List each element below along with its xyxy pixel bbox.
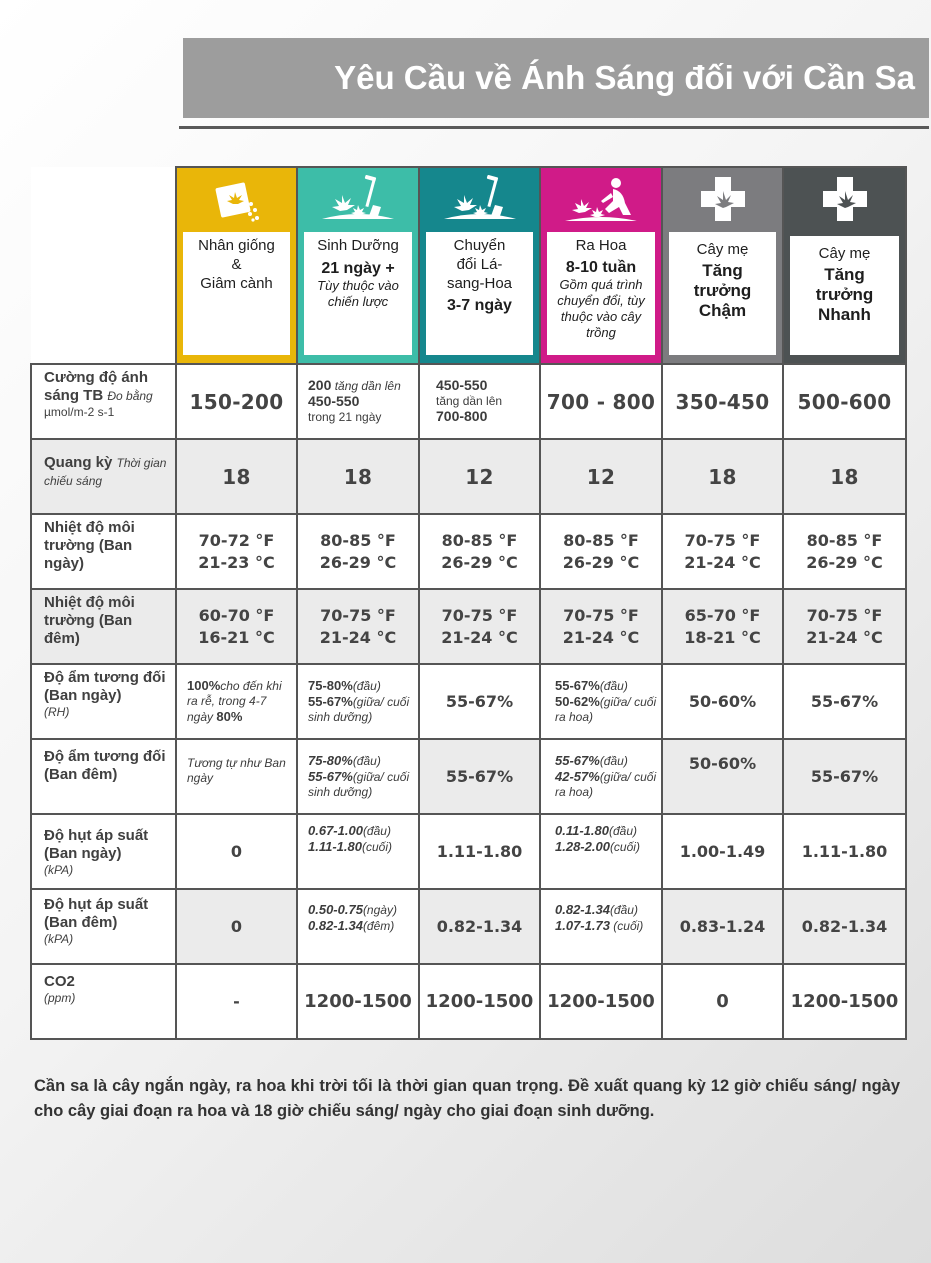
value-text: 50-60% bbox=[688, 754, 757, 773]
label-text: Nhiệt độ môi trường (Ban đêm) bbox=[44, 594, 135, 647]
cell-value bbox=[419, 739, 540, 814]
cell-value bbox=[297, 664, 419, 739]
value-note: (đầu) bbox=[352, 679, 381, 693]
value-text: 200 bbox=[308, 377, 332, 393]
stage-header-row bbox=[31, 167, 906, 364]
cell-value bbox=[297, 889, 419, 964]
cell-value bbox=[176, 814, 297, 889]
value-f: 80-85 °F bbox=[320, 530, 396, 550]
value-note: (giữa/ cuối sinh dưỡng) bbox=[308, 695, 410, 724]
value-f: 70-75 °F bbox=[806, 605, 883, 625]
cell-value bbox=[419, 664, 540, 739]
label-text: Cường độ ánh sáng TB bbox=[44, 369, 149, 404]
value-text: 1.11-1.80 bbox=[308, 839, 362, 854]
cell-value bbox=[297, 739, 419, 814]
value-text: 100% bbox=[187, 678, 221, 693]
stage-name: Nhân giống bbox=[198, 237, 275, 254]
label-unit: (ppm) bbox=[44, 991, 76, 1005]
label-text: CO2 bbox=[44, 973, 75, 990]
row-vpd-night bbox=[31, 889, 906, 964]
value-text: 450-550 bbox=[436, 377, 488, 393]
cell-value bbox=[419, 889, 540, 964]
cell-value bbox=[662, 514, 783, 589]
cell-value bbox=[783, 439, 906, 514]
value-text: 0.67-1.00 bbox=[308, 823, 363, 838]
stage-card-mother-fast bbox=[790, 236, 899, 355]
value-c: 21-24 °C bbox=[562, 627, 640, 647]
value-text: 50-62% bbox=[555, 694, 600, 709]
stage-flowering bbox=[540, 167, 662, 364]
value-note: (ngày) bbox=[362, 903, 397, 917]
gardener-icon bbox=[561, 173, 641, 225]
stage-card-flowering bbox=[547, 232, 655, 355]
value-note: (đầu) bbox=[599, 679, 628, 693]
label-text: Độ hụt áp suất (Ban ngày) bbox=[44, 827, 149, 862]
label-note: Đo bằng bbox=[107, 389, 153, 403]
value-text: 1.11-1.80 bbox=[801, 841, 888, 861]
value-note: (đêm) bbox=[362, 919, 395, 933]
value-f: 70-75 °F bbox=[441, 605, 518, 625]
label-text: Độ ẩm tương đối (Ban đêm) bbox=[44, 748, 166, 783]
value-note: trong 21 ngày bbox=[308, 410, 382, 424]
value-text: 0.11-1.80 bbox=[555, 823, 609, 838]
value-text: 700 - 800 bbox=[546, 389, 656, 414]
value-c: 18-21 °C bbox=[684, 627, 761, 647]
cell-value bbox=[540, 439, 662, 514]
cell-value bbox=[783, 964, 906, 1039]
value-note: (đầu) bbox=[362, 824, 391, 838]
stage-mother-fast bbox=[783, 167, 906, 364]
row-label bbox=[31, 814, 176, 889]
page-title: Yêu Cầu về Ánh Sáng đối với Cần Sa bbox=[334, 59, 915, 96]
cell-value bbox=[419, 439, 540, 514]
label-text: Nhiệt độ môi trường (Ban ngày) bbox=[44, 519, 135, 572]
value-note: tăng dần lên bbox=[436, 394, 503, 408]
value-note: (đầu) bbox=[599, 754, 628, 768]
value-text: 1200-1500 bbox=[790, 991, 899, 1012]
value-f: 70-75 °F bbox=[320, 605, 396, 625]
cell-value bbox=[662, 964, 783, 1039]
stage-transition bbox=[419, 167, 540, 364]
value-text: 55-67% bbox=[308, 694, 353, 709]
cell-value bbox=[662, 664, 783, 739]
stage-card-mother-slow bbox=[669, 232, 776, 355]
value-text: 0.50-0.75 bbox=[308, 902, 363, 917]
value-text: 150-200 bbox=[189, 389, 284, 414]
shovel-plants-icon bbox=[318, 173, 398, 225]
value-text: 1.28-2.00 bbox=[555, 839, 610, 854]
stage-propagation bbox=[176, 167, 297, 364]
stage-note: Gồm quá trình chuyển đổi, tùy thuộc vào cây trồng bbox=[557, 277, 645, 340]
row-label bbox=[31, 589, 176, 664]
stage-card-transition bbox=[426, 232, 533, 355]
value-text: 55-67% bbox=[555, 753, 600, 768]
value-note: Tương tự như Ban ngày bbox=[187, 756, 286, 785]
label-text: Độ hụt áp suất (Ban đêm) bbox=[44, 896, 149, 931]
value-text: 0.82-1.34 bbox=[555, 902, 610, 917]
cell-value bbox=[419, 814, 540, 889]
value-note: tăng dần lên bbox=[334, 379, 401, 393]
value-f: 65-70 °F bbox=[684, 605, 761, 625]
stage-name-2: Giâm cành bbox=[200, 275, 273, 292]
cell-value bbox=[540, 739, 662, 814]
cell-value bbox=[540, 589, 662, 664]
row-label bbox=[31, 364, 176, 439]
value-c: 21-24 °C bbox=[684, 552, 761, 572]
stage-subtitle: Tăng trưởng Chậm bbox=[693, 261, 752, 320]
seedling-tray-icon bbox=[209, 174, 265, 224]
stage-card-vegetative bbox=[304, 232, 412, 355]
cell-value bbox=[297, 964, 419, 1039]
value-text: 42-57% bbox=[555, 769, 600, 784]
stage-vegetative bbox=[297, 167, 419, 364]
value-text: 55-67% bbox=[555, 678, 600, 693]
cell-value bbox=[176, 889, 297, 964]
footer-note: Cần sa là cây ngắn ngày, ra hoa khi trời tối là thời gian quan trọng. Đề xuất quang kỳ 12 giờ chiếu sáng/ ngày cho cây giai đoạn ra hoa và 18 giờ chiếu sáng/ ngày cho giai đoạn sinh dưỡng. bbox=[34, 1077, 900, 1120]
stage-ampersand: & bbox=[231, 256, 242, 273]
value-note: (cuối) bbox=[361, 840, 392, 854]
value-text: 0 bbox=[230, 841, 243, 861]
label-unit: (RH) bbox=[44, 705, 70, 719]
cell-value bbox=[783, 664, 906, 739]
stage-name: Cây mẹ bbox=[696, 241, 749, 258]
lighting-requirements-table bbox=[30, 166, 907, 1040]
row-label bbox=[31, 964, 176, 1039]
cell-value bbox=[662, 889, 783, 964]
stage-subtitle: Tăng trưởng Nhanh bbox=[815, 265, 874, 324]
row-temp-day bbox=[31, 514, 906, 589]
cell-value bbox=[297, 439, 419, 514]
value-c: 21-24 °C bbox=[441, 627, 518, 647]
value-text: 1200-1500 bbox=[304, 991, 412, 1012]
value-note: (cuối) bbox=[613, 919, 644, 933]
value-f: 80-85 °F bbox=[563, 530, 639, 550]
cell-value bbox=[297, 364, 419, 439]
value-note: (giữa/ cuối sinh dưỡng) bbox=[308, 770, 410, 799]
label-unit: µmol/m-2 s-1 bbox=[44, 405, 115, 419]
value-f: 60-70 °F bbox=[198, 605, 275, 625]
row-label bbox=[31, 439, 176, 514]
cell-value bbox=[540, 664, 662, 739]
stage-card-propagation bbox=[183, 232, 290, 355]
row-light-intensity bbox=[31, 364, 906, 439]
stage-duration: 21 ngày + bbox=[321, 260, 395, 277]
value-text: 0.82-1.34 bbox=[801, 916, 888, 936]
cell-value bbox=[176, 589, 297, 664]
cell-value bbox=[662, 814, 783, 889]
cell-value bbox=[297, 514, 419, 589]
row-label bbox=[31, 664, 176, 739]
stage-name: Sinh Dưỡng bbox=[317, 237, 399, 254]
value-note: (giữa/ cuối ra hoa) bbox=[555, 695, 657, 724]
row-label bbox=[31, 739, 176, 814]
label-text: Quang kỳ bbox=[44, 454, 113, 471]
cell-value bbox=[662, 589, 783, 664]
row-co2 bbox=[31, 964, 906, 1039]
value-text: 0 bbox=[716, 991, 729, 1012]
value-text: 700-800 bbox=[436, 408, 488, 424]
value-text: 55-67% bbox=[308, 769, 353, 784]
cell-value bbox=[540, 514, 662, 589]
cell-value bbox=[419, 514, 540, 589]
value-text: 0.82-1.34 bbox=[436, 916, 523, 936]
cell-value bbox=[540, 889, 662, 964]
stage-note: Tùy thuộc vào chiến lược bbox=[317, 278, 399, 309]
value-text: 0.83-1.24 bbox=[679, 916, 766, 936]
value-text: 350-450 bbox=[675, 389, 770, 414]
value-text: 55-67% bbox=[810, 691, 879, 711]
cell-value bbox=[783, 739, 906, 814]
value-text: 18 bbox=[830, 464, 859, 489]
row-label bbox=[31, 889, 176, 964]
stage-name: Chuyển đổi Lá-sang-Hoa bbox=[446, 237, 513, 292]
row-rh-night bbox=[31, 739, 906, 814]
row-rh-day bbox=[31, 664, 906, 739]
value-text: 55-67% bbox=[445, 766, 514, 786]
value-c: 26-29 °C bbox=[319, 552, 397, 572]
value-c: 16-21 °C bbox=[198, 627, 275, 647]
cell-value bbox=[176, 364, 297, 439]
value-f: 70-75 °F bbox=[684, 530, 761, 550]
cell-value bbox=[662, 439, 783, 514]
value-note: (giữa/ cuối ra hoa) bbox=[555, 770, 657, 799]
value-c: 21-23 °C bbox=[198, 552, 275, 572]
value-text: 18 bbox=[222, 464, 251, 489]
value-text: 500-600 bbox=[797, 389, 892, 414]
value-text: 55-67% bbox=[810, 766, 879, 786]
medical-cross-leaf-icon bbox=[698, 174, 748, 224]
value-note: (cuối) bbox=[609, 840, 640, 854]
value-c: 26-29 °C bbox=[562, 552, 640, 572]
cell-value bbox=[176, 739, 297, 814]
cell-value bbox=[176, 514, 297, 589]
value-text: 1200-1500 bbox=[547, 991, 655, 1012]
cell-value bbox=[783, 514, 906, 589]
cell-value bbox=[419, 964, 540, 1039]
title-divider bbox=[179, 126, 929, 129]
shovel-plants-icon bbox=[440, 173, 520, 225]
value-c: 26-29 °C bbox=[441, 552, 518, 572]
cell-value bbox=[540, 964, 662, 1039]
value-text: 1.00-1.49 bbox=[679, 841, 766, 861]
value-f: 70-72 °F bbox=[198, 530, 275, 550]
cell-value bbox=[176, 664, 297, 739]
value-text: 80% bbox=[216, 709, 243, 724]
cell-value bbox=[783, 814, 906, 889]
value-text: 450-550 bbox=[308, 393, 360, 409]
value-c: 26-29 °C bbox=[806, 552, 883, 572]
value-f: 80-85 °F bbox=[806, 530, 883, 550]
row-photoperiod bbox=[31, 439, 906, 514]
medical-cross-leaf-icon bbox=[820, 174, 870, 224]
value-text: 18 bbox=[343, 464, 373, 489]
value-text: 12 bbox=[465, 464, 494, 489]
value-text: 12 bbox=[586, 464, 616, 489]
title-banner bbox=[183, 38, 929, 118]
header-corner bbox=[31, 167, 176, 364]
value-f: 80-85 °F bbox=[441, 530, 518, 550]
label-text: Độ ẩm tương đối (Ban ngày) bbox=[44, 669, 166, 704]
cell-value bbox=[540, 814, 662, 889]
value-note: cho đến khi ra rễ, trong 4-7 ngày bbox=[187, 679, 282, 724]
cell-value bbox=[419, 364, 540, 439]
cell-value bbox=[176, 964, 297, 1039]
value-note: (đầu) bbox=[609, 903, 638, 917]
value-text: - bbox=[233, 991, 240, 1011]
value-text: 1.11-1.80 bbox=[436, 841, 523, 861]
value-note: (đầu) bbox=[608, 824, 637, 838]
value-f: 70-75 °F bbox=[563, 605, 639, 625]
cell-value bbox=[297, 814, 419, 889]
cell-value bbox=[783, 589, 906, 664]
value-c: 21-24 °C bbox=[806, 627, 883, 647]
value-text: 55-67% bbox=[445, 691, 514, 711]
cell-value bbox=[176, 439, 297, 514]
stage-duration: 3-7 ngày bbox=[447, 297, 512, 314]
value-text: 0.82-1.34 bbox=[308, 918, 363, 933]
cell-value bbox=[297, 589, 419, 664]
value-text: 0 bbox=[230, 916, 243, 936]
value-text: 1200-1500 bbox=[425, 991, 534, 1012]
row-temp-night bbox=[31, 589, 906, 664]
cell-value bbox=[783, 364, 906, 439]
label-unit: (kPA) bbox=[44, 863, 74, 877]
cell-value bbox=[662, 739, 783, 814]
cell-value bbox=[540, 364, 662, 439]
cell-value bbox=[662, 364, 783, 439]
value-note: (đầu) bbox=[352, 754, 381, 768]
value-text: 50-60% bbox=[688, 691, 757, 711]
value-text: 18 bbox=[708, 464, 737, 489]
stage-duration: 8-10 tuần bbox=[565, 259, 637, 276]
stage-mother-slow bbox=[662, 167, 783, 364]
cell-value bbox=[419, 589, 540, 664]
stage-name: Cây mẹ bbox=[818, 245, 871, 262]
row-label bbox=[31, 514, 176, 589]
stage-name: Ra Hoa bbox=[575, 237, 627, 254]
label-note: Thời gian chiếu sáng bbox=[44, 456, 167, 488]
label-unit: (kPA) bbox=[44, 932, 74, 946]
cell-value bbox=[783, 889, 906, 964]
value-text: 75-80% bbox=[308, 678, 353, 693]
value-text: 1.07-1.73 bbox=[555, 918, 610, 933]
row-vpd-day bbox=[31, 814, 906, 889]
value-text: 75-80% bbox=[308, 753, 353, 768]
value-c: 21-24 °C bbox=[319, 627, 397, 647]
